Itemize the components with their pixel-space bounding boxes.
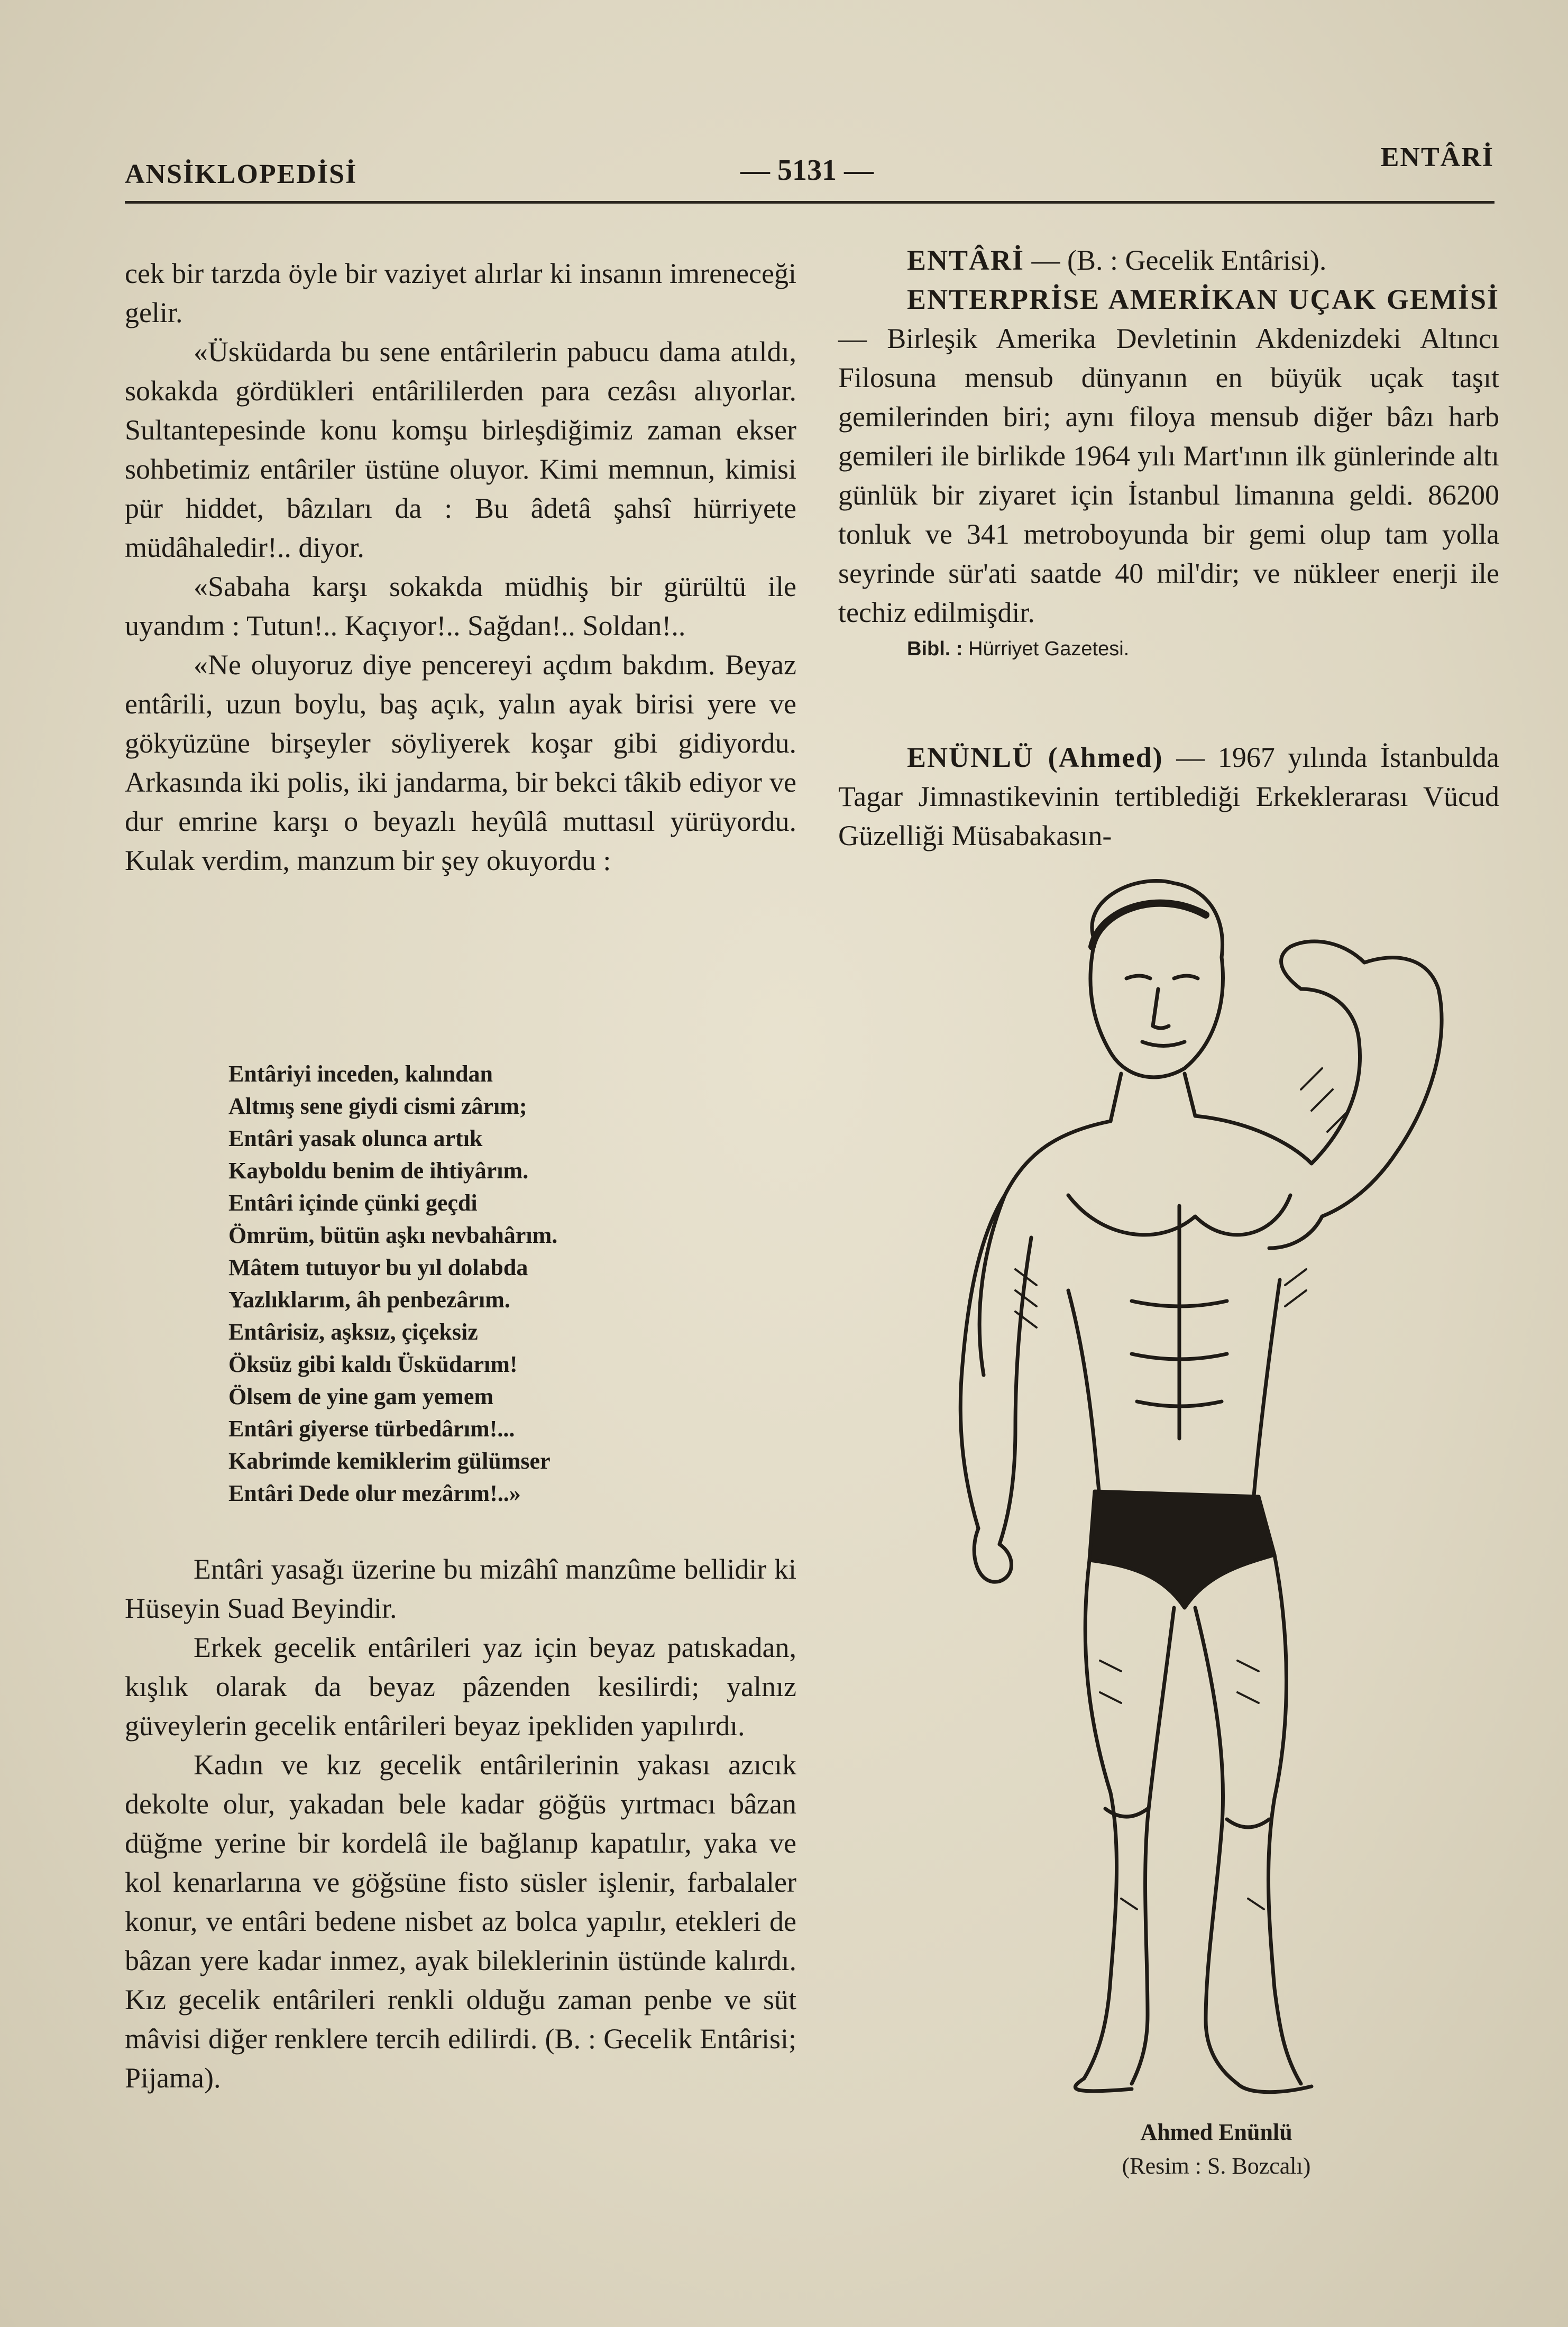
running-header-right: ENTÂRİ [1380,142,1494,172]
left-column-text [125,254,796,880]
figure-caption [978,2115,1454,2183]
bibl-label: Bibl. : [907,638,963,660]
poem-line: Öksüz gibi kaldı Üsküdarım! [228,1351,518,1377]
bibl-text: Hürriyet Gazetesi. [962,638,1130,660]
poem-line: Entârisiz, aşksız, çiçeksiz [228,1319,478,1345]
entry-headword: ENTERPRİSE AMERİKAN UÇAK GEMİSİ [907,283,1499,315]
entry-headword: ENTÂRİ [907,244,1025,276]
entry-text: — Birleşik Amerika Devletinin Akdenizdeki Altıncı Filosuna mensub dünyanın en büyük uçak taşıt gemilerinden biri; aynı filoya mensub diğer bâzı harb gemileri ile birlikde 1964 yılı Mart'ının ilk günlerinde altı günlük bir ziyaret için İstanbul limanına geldi. 86200 tonluk ve 341 metroboyunda bir gemi olup tam yolla seyrinde sür'ati saatde 40 mil'dir; ve nükleer enerji ile techiz edilmişdir. [838,323,1499,628]
caption-credit: (Resim : S. Bozcalı) [1122,2153,1311,2179]
entry-text: — 1967 yılında İstanbulda Tagar Jimnastikevinin tertiblediği Erkeklerarası Vücud Güzelliği Müsabakasın- [838,741,1500,851]
entry-headword: ENÜNLÜ (Ahmed) [907,741,1163,773]
paragraph: «Sabaha karşı sokakda müdhiş bir gürültü ile uyandım : Tutun!.. Kaçıyor!.. Sağdan!.. Soldan!.. [125,571,796,642]
right-column-entries [838,241,1499,666]
paragraph: Kadın ve kız gecelik entârilerinin yakası azıcık dekolte olur, yakadan bele kadar göğüs yırtmacı bâzan düğme yerine bir kordelâ ile bağlanıp kapatılır, yaka ve kol kenarlarına ve göğsüne fisto süsler işlenir, farbalaler konur, ve entâri bedene nisbet az bolca yapılır, etekleri de bâzan yere kadar inmez, ayak bileklerinin üstünde kalırdı. Kız gecelik entârileri renkli olduğu zaman penbe ve süt mâvisi diğer renklere tercih edilirdi. (B. : Gecelik Entârisi; Pijama). [125,1749,796,2094]
bibliography [838,632,1499,666]
caption-name: Ahmed Enünlü [1140,2119,1292,2145]
right-column-entry-enunlu [838,738,1499,855]
poem-line: Entâri yasak olunca artık [228,1125,483,1151]
poem-line: Entâri içinde çünki geçdi [228,1190,478,1216]
poem [228,1058,704,1509]
header-rule [125,201,1494,204]
poem-line: Mâtem tutuyor bu yıl dolabda [228,1254,528,1280]
poem-line: Kayboldu benim de ihtiyârım. [228,1158,529,1184]
bodybuilder-illustration [910,867,1481,2100]
poem-line: Entâriyi inceden, kalından [228,1061,493,1087]
poem-line: Yazlıklarım, âh penbezârım. [228,1287,510,1313]
poem-line: Entâri Dede olur mezârım!..» [228,1480,521,1506]
entry-enunlu [838,738,1499,855]
paragraph: cek bir tarzda öyle bir vaziyet alırlar ki insanın imreneceği gelir. [125,258,796,328]
paragraph: Entâri yasağı üzerine bu mizâhî manzûme bellidir ki Hüseyin Suad Beyindir. [125,1553,796,1624]
page-number: — 5131 — [740,154,874,187]
poem-line: Ölsem de yine gam yemem [228,1384,493,1409]
poem-line: Ömrüm, bütün aşkı nevbahârım. [228,1222,558,1248]
poem-line: Entâri giyerse türbedârım!... [228,1416,515,1442]
paragraph: «Ne oluyoruz diye pencereyi açdım bakdım. Beyaz entârili, uzun boylu, baş açık, yalın ayak birisi yere ve gökyüzüne birşeyler söyliyerek koşar gibi gidiyordu. Arkasında iki polis, iki jandarma, bir bekci tâkib ediyor ve dur emrine karşı o beyazlı heyûlâ muttasıl yürüyordu. Kulak verdim, manzum bir şey okuyordu : [125,649,796,876]
paragraph: «Üsküdarda bu sene entârilerin pabucu dama atıldı, sokakda gördükleri entârililerden para cezâsı alıyorlar. Sultantepesinde konu komşu birleşdiğimiz zaman ekser sohbetimiz entâriler üstüne oluyor. Kimi memnun, kimisi pür hiddet, bâzıları da : Bu âdetâ şahsî hürriyete müdâhaledir!.. diyor. [125,336,796,563]
entry-enterprise [838,280,1499,632]
entry-text: — (B. : Gecelik Entârisi). [1024,244,1327,276]
paragraph: Erkek gecelik entârileri yaz için beyaz patıskadan, kışlık olarak da beyaz pâzenden kesilirdi; yalnız güveylerin gecelik entârileri beyaz ipekliden yapılırdı. [125,1632,796,1742]
entry-entari [838,241,1499,280]
left-column-lower-text [125,1550,796,2097]
poem-line: Kabrimde kemiklerim gülümser [228,1448,551,1474]
running-header-left: ANSİKLOPEDİSİ [125,159,357,189]
poem-line: Altmış sene giydi cismi zârım; [228,1093,527,1119]
